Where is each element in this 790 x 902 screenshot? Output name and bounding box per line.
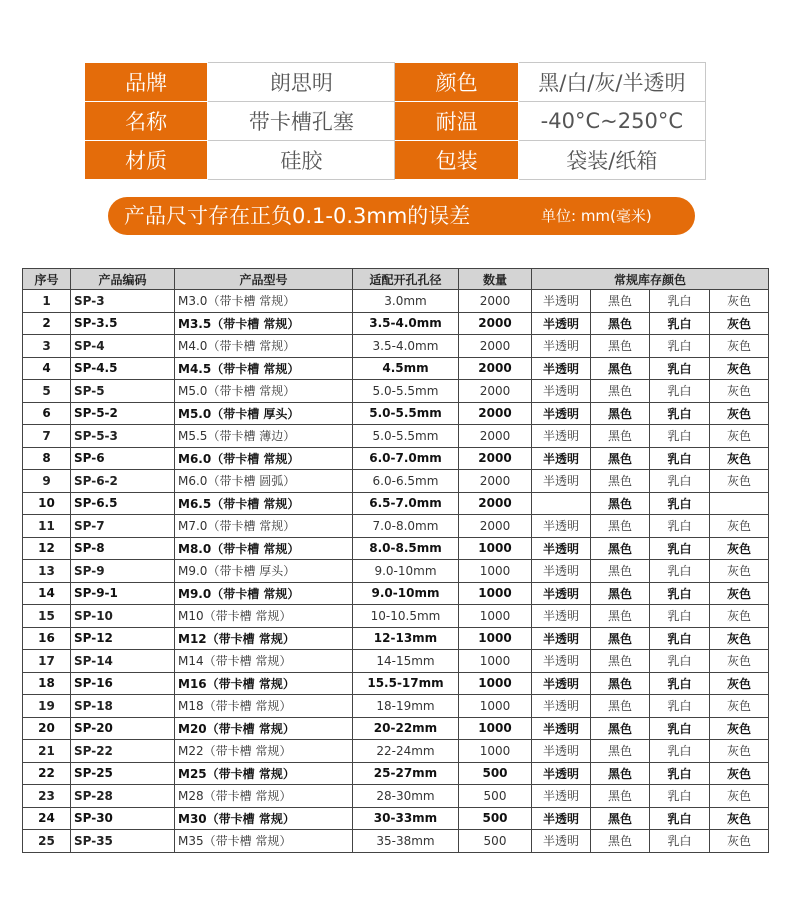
stock-color: 半透明 [532,762,591,785]
hole-diameter: 6.5-7.0mm [353,492,459,515]
product-code: SP-3.5 [71,312,175,335]
stock-color: 乳白 [650,470,710,493]
product-model: M4.0（带卡槽 常规） [175,335,353,358]
stock-color: 黑色 [591,312,650,335]
quantity: 2000 [459,447,532,470]
stock-color: 半透明 [532,672,591,695]
stock-color: 黑色 [591,807,650,830]
stock-color: 半透明 [532,335,591,358]
table-row [23,717,769,740]
info-key: 材质 [85,141,208,180]
header-model: 产品型号 [175,269,353,290]
product-code: SP-9 [71,560,175,583]
hole-diameter: 8.0-8.5mm [353,537,459,560]
table-row [23,357,769,380]
stock-color: 乳白 [650,807,710,830]
product-code: SP-5 [71,380,175,403]
stock-color: 乳白 [650,695,710,718]
stock-color: 黑色 [591,582,650,605]
hole-diameter: 9.0-10mm [353,582,459,605]
stock-color: 乳白 [650,515,710,538]
stock-color: 半透明 [532,695,591,718]
row-index: 13 [23,560,71,583]
stock-color: 乳白 [650,402,710,425]
quantity: 2000 [459,335,532,358]
table-row [23,515,769,538]
stock-color: 半透明 [532,830,591,853]
product-code: SP-6 [71,447,175,470]
quantity: 500 [459,762,532,785]
info-value: 袋装/纸箱 [518,141,705,180]
product-model: M8.0（带卡槽 常规） [175,537,353,560]
quantity: 1000 [459,650,532,673]
hole-diameter: 6.0-6.5mm [353,470,459,493]
row-index: 16 [23,627,71,650]
table-row [23,785,769,808]
stock-color: 灰色 [710,447,769,470]
stock-color: 灰色 [710,515,769,538]
row-index: 14 [23,582,71,605]
stock-color: 灰色 [710,380,769,403]
stock-color: 半透明 [532,560,591,583]
table-row [23,492,769,515]
product-model: M3.5（带卡槽 常规） [175,312,353,335]
hole-diameter: 5.0-5.5mm [353,380,459,403]
product-model: M6.0（带卡槽 圆弧） [175,470,353,493]
stock-color: 半透明 [532,515,591,538]
product-model: M5.5（带卡槽 薄边） [175,425,353,448]
stock-color: 乳白 [650,425,710,448]
product-rows [23,290,769,853]
table-row [23,335,769,358]
product-model: M22（带卡槽 常规） [175,740,353,763]
stock-color: 黑色 [591,785,650,808]
stock-color: 灰色 [710,740,769,763]
stock-color: 灰色 [710,807,769,830]
unit-label: 单位: mm(毫米) [541,207,652,225]
row-index: 19 [23,695,71,718]
product-model: M10（带卡槽 常规） [175,605,353,628]
stock-color: 灰色 [710,762,769,785]
stock-color: 黑色 [591,740,650,763]
table-row [23,740,769,763]
stock-color: 黑色 [591,425,650,448]
info-value: -40°C~250°C [518,102,705,141]
hole-diameter: 28-30mm [353,785,459,808]
row-index: 1 [23,290,71,313]
table-row [23,627,769,650]
product-model: M16（带卡槽 常规） [175,672,353,695]
quantity: 500 [459,785,532,808]
stock-color: 黑色 [591,830,650,853]
row-index: 24 [23,807,71,830]
stock-color: 乳白 [650,560,710,583]
quantity: 1000 [459,695,532,718]
product-code: SP-10 [71,605,175,628]
stock-color: 乳白 [650,717,710,740]
stock-color: 灰色 [710,290,769,313]
info-row [85,141,706,180]
quantity: 1000 [459,672,532,695]
stock-color: 乳白 [650,447,710,470]
product-model: M7.0（带卡槽 常规） [175,515,353,538]
table-row [23,380,769,403]
stock-color: 黑色 [591,537,650,560]
stock-color: 乳白 [650,380,710,403]
header-code: 产品编码 [71,269,175,290]
quantity: 500 [459,830,532,853]
info-value: 朗思明 [208,63,395,102]
header-index: 序号 [23,269,71,290]
stock-color: 灰色 [710,470,769,493]
row-index: 12 [23,537,71,560]
stock-color: 半透明 [532,785,591,808]
product-code: SP-25 [71,762,175,785]
stock-color: 半透明 [532,740,591,763]
hole-diameter: 9.0-10mm [353,560,459,583]
row-index: 2 [23,312,71,335]
stock-color: 灰色 [710,560,769,583]
table-row [23,560,769,583]
table-row [23,672,769,695]
stock-color: 黑色 [591,650,650,673]
product-model: M28（带卡槽 常规） [175,785,353,808]
hole-diameter: 3.5-4.0mm [353,335,459,358]
stock-color: 半透明 [532,312,591,335]
product-code: SP-9-1 [71,582,175,605]
stock-color: 半透明 [532,357,591,380]
quantity: 2000 [459,425,532,448]
stock-color: 乳白 [650,672,710,695]
header-colors: 常规库存颜色 [532,269,769,290]
stock-color: 乳白 [650,830,710,853]
quantity: 1000 [459,560,532,583]
quantity: 1000 [459,605,532,628]
product-model: M25（带卡槽 常规） [175,762,353,785]
stock-color: 灰色 [710,695,769,718]
quantity: 1000 [459,537,532,560]
tolerance-banner [108,197,695,235]
hole-diameter: 5.0-5.5mm [353,402,459,425]
stock-color: 乳白 [650,537,710,560]
row-index: 25 [23,830,71,853]
product-code: SP-28 [71,785,175,808]
hole-diameter: 3.0mm [353,290,459,313]
info-row [85,102,706,141]
stock-color: 黑色 [591,290,650,313]
stock-color: 黑色 [591,605,650,628]
quantity: 1000 [459,582,532,605]
hole-diameter: 6.0-7.0mm [353,447,459,470]
stock-color: 乳白 [650,650,710,673]
stock-color: 乳白 [650,357,710,380]
stock-color: 半透明 [532,627,591,650]
row-index: 23 [23,785,71,808]
product-model: M35（带卡槽 常规） [175,830,353,853]
product-code: SP-14 [71,650,175,673]
product-model: M20（带卡槽 常规） [175,717,353,740]
stock-color: 黑色 [591,695,650,718]
info-key: 颜色 [395,63,518,102]
quantity: 1000 [459,740,532,763]
table-row [23,537,769,560]
product-code: SP-3 [71,290,175,313]
stock-color: 黑色 [591,470,650,493]
table-row [23,762,769,785]
quantity: 1000 [459,717,532,740]
stock-color: 黑色 [591,762,650,785]
hole-diameter: 25-27mm [353,762,459,785]
stock-color: 半透明 [532,425,591,448]
stock-color: 乳白 [650,605,710,628]
row-index: 6 [23,402,71,425]
hole-diameter: 18-19mm [353,695,459,718]
stock-color: 半透明 [532,605,591,628]
product-code: SP-6-2 [71,470,175,493]
product-code: SP-20 [71,717,175,740]
row-index: 17 [23,650,71,673]
product-model: M18（带卡槽 常规） [175,695,353,718]
product-code: SP-7 [71,515,175,538]
info-value: 黑/白/灰/半透明 [518,63,705,102]
table-row [23,605,769,628]
stock-color: 乳白 [650,785,710,808]
stock-color: 灰色 [710,605,769,628]
quantity: 2000 [459,515,532,538]
stock-color: 灰色 [710,335,769,358]
row-index: 9 [23,470,71,493]
stock-color: 灰色 [710,402,769,425]
hole-diameter: 3.5-4.0mm [353,312,459,335]
stock-color: 黑色 [591,515,650,538]
row-index: 18 [23,672,71,695]
stock-color: 灰色 [710,582,769,605]
table-row [23,582,769,605]
stock-color: 乳白 [650,312,710,335]
stock-color: 灰色 [710,537,769,560]
product-model: M3.0（带卡槽 常规） [175,290,353,313]
stock-color: 灰色 [710,830,769,853]
table-row [23,830,769,853]
table-row [23,290,769,313]
stock-color [710,492,769,515]
info-key: 耐温 [395,102,518,141]
product-model: M30（带卡槽 常规） [175,807,353,830]
hole-diameter: 20-22mm [353,717,459,740]
row-index: 22 [23,762,71,785]
product-model: M5.0（带卡槽 常规） [175,380,353,403]
stock-color: 半透明 [532,717,591,740]
stock-color: 乳白 [650,627,710,650]
table-row [23,312,769,335]
stock-color: 灰色 [710,425,769,448]
product-code: SP-18 [71,695,175,718]
table-row [23,425,769,448]
product-spec-table [22,268,769,853]
row-index: 10 [23,492,71,515]
product-model: M5.0（带卡槽 厚头） [175,402,353,425]
product-code: SP-4.5 [71,357,175,380]
stock-color: 黑色 [591,380,650,403]
stock-color: 黑色 [591,447,650,470]
stock-color: 灰色 [710,785,769,808]
hole-diameter: 4.5mm [353,357,459,380]
stock-color: 黑色 [591,335,650,358]
stock-color [532,492,591,515]
product-info-body [85,63,706,180]
stock-color: 乳白 [650,762,710,785]
product-model: M12（带卡槽 常规） [175,627,353,650]
hole-diameter: 12-13mm [353,627,459,650]
table-row [23,470,769,493]
info-key: 包装 [395,141,518,180]
stock-color: 半透明 [532,582,591,605]
stock-color: 半透明 [532,537,591,560]
tolerance-note: 产品尺寸存在正负0.1-0.3mm的误差 [124,204,471,228]
stock-color: 半透明 [532,380,591,403]
hole-diameter: 15.5-17mm [353,672,459,695]
stock-color: 黑色 [591,627,650,650]
table-row [23,807,769,830]
stock-color: 乳白 [650,290,710,313]
product-code: SP-16 [71,672,175,695]
hole-diameter: 5.0-5.5mm [353,425,459,448]
hole-diameter: 7.0-8.0mm [353,515,459,538]
stock-color: 半透明 [532,650,591,673]
product-code: SP-12 [71,627,175,650]
stock-color: 乳白 [650,582,710,605]
product-code: SP-4 [71,335,175,358]
hole-diameter: 35-38mm [353,830,459,853]
quantity: 2000 [459,290,532,313]
product-code: SP-22 [71,740,175,763]
stock-color: 乳白 [650,492,710,515]
quantity: 500 [459,807,532,830]
row-index: 21 [23,740,71,763]
product-model: M14（带卡槽 常规） [175,650,353,673]
stock-color: 灰色 [710,627,769,650]
info-key: 品牌 [85,63,208,102]
stock-color: 半透明 [532,447,591,470]
info-key: 名称 [85,102,208,141]
product-code: SP-6.5 [71,492,175,515]
stock-color: 半透明 [532,807,591,830]
stock-color: 半透明 [532,470,591,493]
stock-color: 黑色 [591,672,650,695]
info-row [85,63,706,102]
hole-diameter: 22-24mm [353,740,459,763]
stock-color: 黑色 [591,357,650,380]
stock-color: 乳白 [650,740,710,763]
row-index: 20 [23,717,71,740]
stock-color: 黑色 [591,560,650,583]
product-code: SP-30 [71,807,175,830]
hole-diameter: 30-33mm [353,807,459,830]
stock-color: 黑色 [591,402,650,425]
quantity: 2000 [459,357,532,380]
row-index: 3 [23,335,71,358]
product-code: SP-5-2 [71,402,175,425]
quantity: 2000 [459,492,532,515]
product-code: SP-8 [71,537,175,560]
row-index: 8 [23,447,71,470]
quantity: 2000 [459,312,532,335]
header-diameter: 适配开孔孔径 [353,269,459,290]
product-model: M9.0（带卡槽 厚头） [175,560,353,583]
product-model: M6.5（带卡槽 常规） [175,492,353,515]
table-row [23,650,769,673]
stock-color: 灰色 [710,650,769,673]
row-index: 7 [23,425,71,448]
row-index: 15 [23,605,71,628]
product-model: M4.5（带卡槽 常规） [175,357,353,380]
quantity: 2000 [459,402,532,425]
stock-color: 灰色 [710,357,769,380]
product-model: M9.0（带卡槽 常规） [175,582,353,605]
stock-color: 黑色 [591,492,650,515]
hole-diameter: 14-15mm [353,650,459,673]
product-code: SP-5-3 [71,425,175,448]
table-row [23,695,769,718]
row-index: 11 [23,515,71,538]
hole-diameter: 10-10.5mm [353,605,459,628]
table-row [23,447,769,470]
quantity: 2000 [459,380,532,403]
info-value: 硅胶 [208,141,395,180]
stock-color: 黑色 [591,717,650,740]
product-code: SP-35 [71,830,175,853]
stock-color: 乳白 [650,335,710,358]
quantity: 1000 [459,627,532,650]
row-index: 5 [23,380,71,403]
stock-color: 半透明 [532,290,591,313]
product-model: M6.0（带卡槽 常规） [175,447,353,470]
info-value: 带卡槽孔塞 [208,102,395,141]
product-info-table [84,62,706,180]
row-index: 4 [23,357,71,380]
table-row [23,402,769,425]
quantity: 2000 [459,470,532,493]
header-quantity: 数量 [459,269,532,290]
stock-color: 半透明 [532,402,591,425]
stock-color: 灰色 [710,312,769,335]
header-row [23,269,769,290]
stock-color: 灰色 [710,717,769,740]
stock-color: 灰色 [710,672,769,695]
